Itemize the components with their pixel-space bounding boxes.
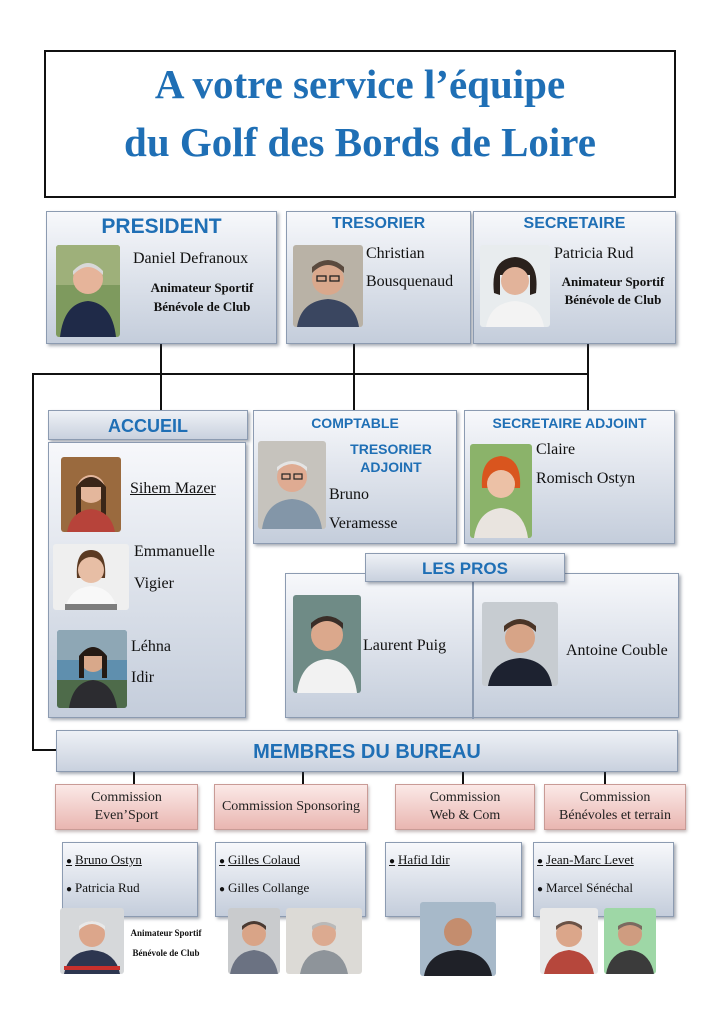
commission-2-member-2: ● Gilles Collange [219,880,310,895]
commission-3-line-2: Web & Com [429,808,501,823]
pros-photo-1 [293,595,361,693]
commission-4 [544,784,686,830]
connector-comm-3 [462,772,464,784]
president-role: PRESIDENT [101,215,222,238]
pros-header: LES PROS [365,553,565,582]
connector-left-vertical [32,373,34,751]
comptable-card [253,410,457,544]
commission-2-photo-2 [286,908,362,974]
secretaire-adjoint-photo [470,444,532,538]
connector-comm-1 [133,772,135,784]
connector-horizontal [32,373,589,375]
comptable-photo [258,441,326,529]
commission-4-photo-2 [604,908,656,974]
commission-3-photo [420,902,496,976]
commission-2-members [215,842,366,917]
commission-4-line-2: Bénévoles et terrain [559,808,671,823]
accueil-photo-2 [53,544,129,610]
pros-divider [472,574,474,719]
commission-2-photo-1 [228,908,280,974]
commission-1-line-1: Commission [91,790,162,805]
tresorier-role: TRESORIER [331,215,426,232]
tresorier-card [286,211,471,344]
commission-2 [214,784,368,830]
commission-2-line-1: Commission Sponsoring [221,799,361,814]
accueil-photo-3 [57,630,127,708]
commission-4-member-1: ● Jean-Marc Levet [537,852,634,867]
tresorier-photo [293,245,363,327]
connector-tresorier [353,344,355,412]
comptable-role: COMPTABLE [311,415,399,431]
comptable-role-2b: ADJOINT [360,459,422,475]
commission-1-photo [60,908,124,974]
connector-to-bureau [32,749,56,751]
commission-4-members [533,842,674,917]
title-line-2: du Golf des Bords de Loire [124,119,596,165]
commission-1 [55,784,198,830]
secretaire-adjoint-name-2: Romisch Ostyn [536,470,636,487]
accueil-photo-1 [61,457,121,532]
president-tag-2: Bénévole de Club [153,299,251,314]
connector-secretaire [587,344,589,412]
secretaire-tag-2: Bénévole de Club [564,292,662,307]
secretaire-role: SECRETAIRE [523,215,626,232]
president-card [46,211,277,344]
commission-3-line-1: Commission [429,790,501,805]
tresorier-name-2: Bousquenaud [366,273,454,290]
commission-3 [395,784,535,830]
pros-member-1: Laurent Puig [363,637,447,654]
commission-1-members [62,842,198,917]
secretaire-photo [480,245,550,327]
pros-member-2: Antoine Couble [566,642,668,659]
accueil-header: ACCUEIL [48,410,248,440]
commission-1-member-1: ● Bruno Ostyn [66,852,142,867]
comptable-role-2a: TRESORIER [350,441,432,457]
accueil-card [48,442,246,718]
accueil-member-3-line-1: Léhna [131,638,171,655]
accueil-member-1-line-1: Sihem Mazer [130,480,216,497]
president-tag-1: Animateur Sportif [150,280,254,295]
title-line-1: A votre service l’équipe [154,61,566,107]
commission-3-member-1: ● Hafid Idir [389,852,450,867]
tresorier-name-1: Christian [366,245,425,262]
title-box [44,50,676,198]
president-name: Daniel Defranoux [133,250,249,267]
secretaire-name: Patricia Rud [554,245,634,262]
commission-1-member-2: ● Patricia Rud [66,880,140,895]
commission-1-tag-2: Bénévole de Club [132,948,200,958]
secretaire-adjoint-card [464,410,675,544]
pros-card [285,573,679,718]
comptable-name-2: Veramesse [329,515,398,532]
pros-photo-2 [482,602,558,686]
comptable-name-1: Bruno [329,486,369,503]
connector-president [160,344,162,412]
secretaire-adjoint-name-1: Claire [536,441,576,458]
commission-1-tag-1: Animateur Sportif [130,928,202,938]
secretaire-tag-1: Animateur Sportif [561,274,665,289]
accueil-member-3-line-2: Idir [131,669,155,686]
secretaire-card [473,211,676,344]
commission-1-line-2: Even’Sport [94,808,159,823]
connector-comm-4 [604,772,606,784]
commission-4-photo-1 [540,908,598,974]
connector-comm-2 [302,772,304,784]
secretaire-adjoint-role: SECRETAIRE ADJOINT [492,415,647,431]
commission-2-member-1: ● Gilles Colaud [219,852,300,867]
accueil-member-2-line-2: Vigier [134,575,174,592]
commission-4-line-1: Commission [579,790,651,805]
accueil-member-2-line-1: Emmanuelle [134,543,215,560]
commission-4-member-2: ● Marcel Sénéchal [537,880,634,895]
bureau-header: MEMBRES DU BUREAU [56,730,678,772]
president-photo [56,245,120,337]
